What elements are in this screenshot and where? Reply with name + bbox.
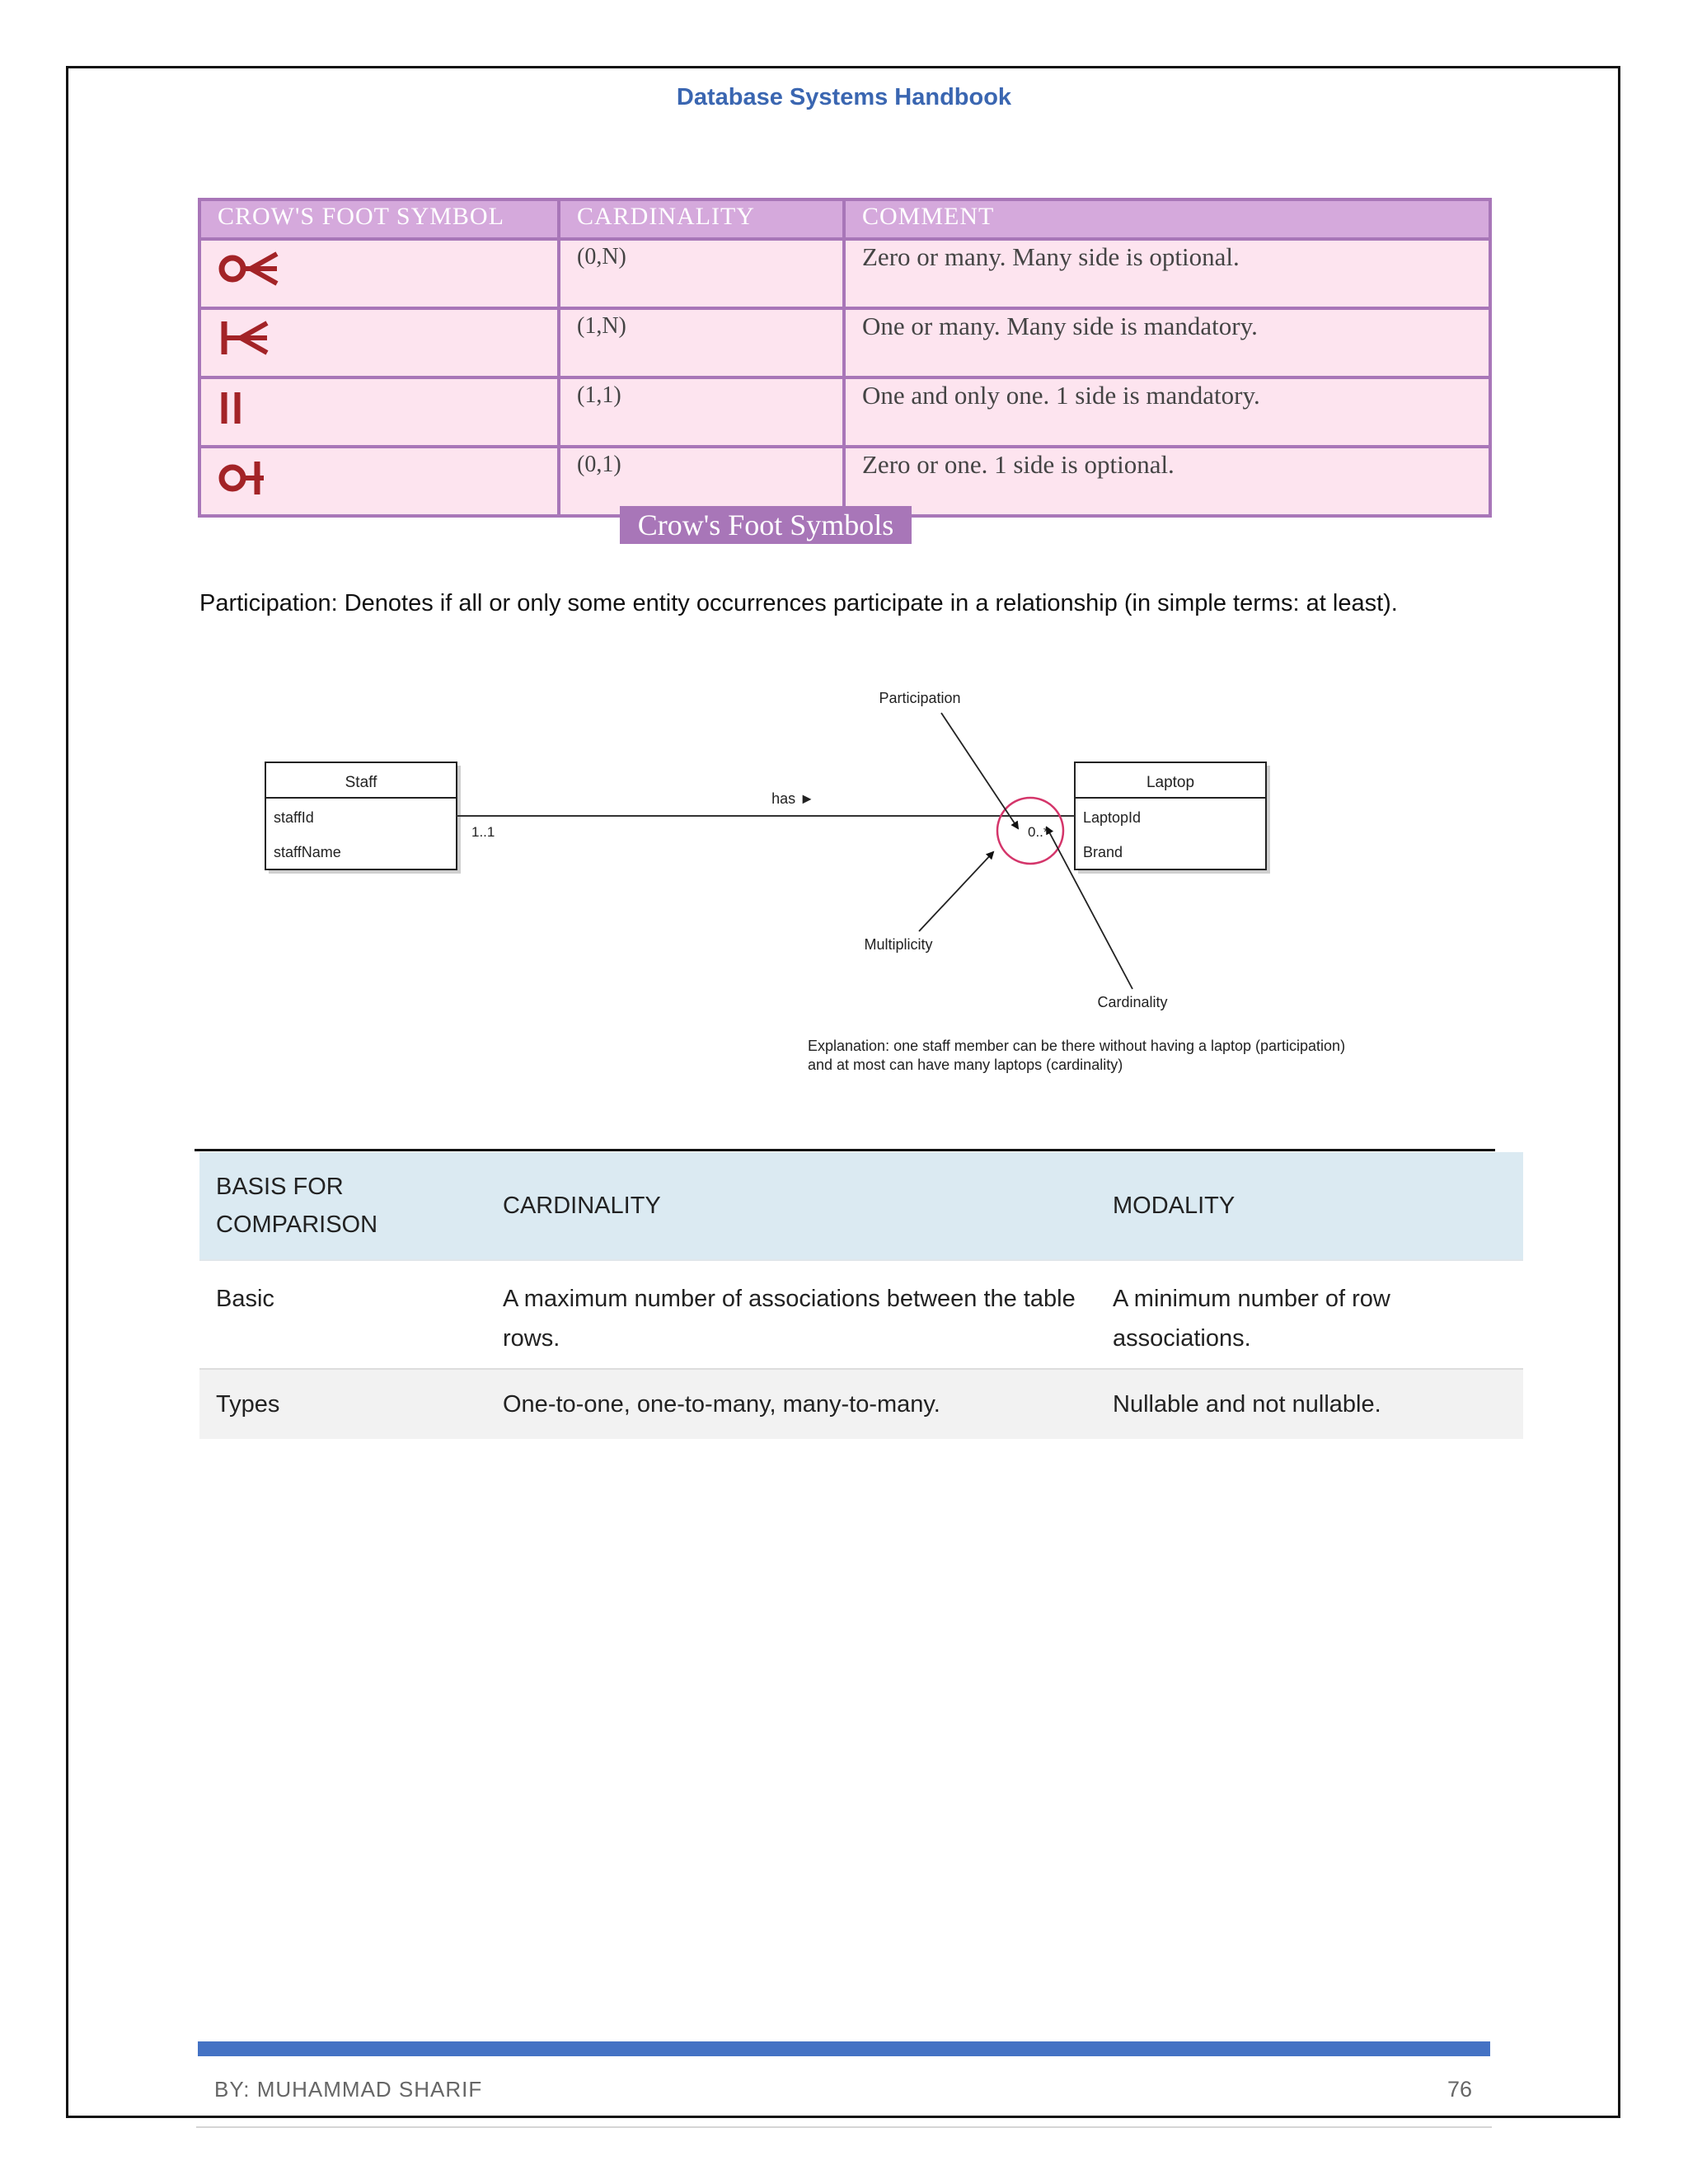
participation-label: Participation xyxy=(879,690,961,706)
one-or-many-icon xyxy=(218,315,284,361)
page-header-title: Database Systems Handbook xyxy=(676,84,1012,110)
column-header-cardinality: CARDINALITY xyxy=(559,199,844,239)
zero-or-one-icon xyxy=(218,453,284,499)
entity-laptop xyxy=(1075,762,1270,874)
table-row xyxy=(199,1368,1523,1439)
entity-laptop-attr: LaptopId xyxy=(1083,809,1142,826)
cardinality-cell: (0,N) xyxy=(559,239,844,308)
bottom-rule xyxy=(196,2126,1492,2128)
er-diagram xyxy=(247,676,1418,1088)
cardinality-cell: A maximum number of associations between the table rows. xyxy=(503,1286,1076,1352)
right-multiplicity: 0..* xyxy=(1028,824,1049,840)
symbol-cell xyxy=(199,308,559,377)
participation-definition: Participation: Denotes if all or only some entity occurrences participate in a relationship (in simple terms: at least). xyxy=(199,590,1398,616)
basis-cell: Basic xyxy=(216,1286,274,1312)
comparison-header-row xyxy=(199,1152,1523,1259)
header-modality: MODALITY xyxy=(1113,1192,1236,1219)
entity-laptop-title: Laptop xyxy=(1146,774,1195,791)
comment-cell: One or many. Many side is mandatory. xyxy=(844,308,1490,377)
entity-staff-title: Staff xyxy=(345,774,377,791)
table-caption: Crow's Foot Symbols xyxy=(620,506,912,544)
page-number: 76 xyxy=(1447,2077,1472,2102)
table-row xyxy=(199,1259,1523,1368)
cardinality-cell: One-to-one, one-to-many, many-to-many. xyxy=(503,1390,940,1418)
left-multiplicity: 1..1 xyxy=(471,824,495,840)
participation-arrow xyxy=(941,713,1018,828)
comparison-table xyxy=(199,1152,1523,1439)
relationship-label: has ► xyxy=(771,790,814,807)
symbol-cell xyxy=(199,239,559,308)
entity-staff-attr: staffName xyxy=(274,844,341,860)
cardinality-cell: (1,N) xyxy=(559,308,844,377)
zero-or-many-icon xyxy=(218,246,284,292)
footer-author: BY: MUHAMMAD SHARIF xyxy=(214,2077,483,2102)
entity-laptop-attr: Brand xyxy=(1083,844,1123,860)
column-header-comment: COMMENT xyxy=(844,199,1490,239)
symbol-cell xyxy=(199,447,559,516)
diagram-explanation-line1: Explanation: one staff member can be there without having a laptop (participation) xyxy=(808,1038,1346,1054)
multiplicity-arrow xyxy=(919,852,993,931)
diagram-explanation-line2: and at most can have many laptops (cardinality) xyxy=(808,1057,1123,1073)
table-row xyxy=(199,377,1490,447)
crows-foot-table xyxy=(198,198,1492,518)
modality-cell: A minimum number of row associations. xyxy=(1113,1286,1390,1352)
header-cardinality: CARDINALITY xyxy=(503,1192,661,1219)
cardinality-cell: (1,1) xyxy=(559,377,844,447)
entity-staff-attr: staffId xyxy=(274,809,314,826)
footer-bar xyxy=(198,2041,1490,2056)
comment-cell: Zero or one. 1 side is optional. xyxy=(844,447,1490,516)
cardinality-cell: (0,1) xyxy=(559,447,844,516)
comment-cell: Zero or many. Many side is optional. xyxy=(844,239,1490,308)
cardinality-label: Cardinality xyxy=(1097,994,1168,1010)
table-row xyxy=(199,239,1490,308)
basis-cell: Types xyxy=(216,1390,280,1418)
header-basis: BASIS FOR COMPARISON xyxy=(216,1174,378,1238)
comparison-top-rule xyxy=(195,1149,1495,1151)
crows-foot-header-row xyxy=(199,199,1490,239)
entity-staff xyxy=(265,762,461,874)
multiplicity-label: Multiplicity xyxy=(864,936,933,953)
one-and-only-one-icon xyxy=(218,384,284,430)
comment-cell: One and only one. 1 side is mandatory. xyxy=(844,377,1490,447)
table-row xyxy=(199,308,1490,377)
symbol-cell xyxy=(199,377,559,447)
column-header-symbol: CROW'S FOOT SYMBOL xyxy=(199,199,559,239)
modality-cell: Nullable and not nullable. xyxy=(1113,1390,1381,1418)
